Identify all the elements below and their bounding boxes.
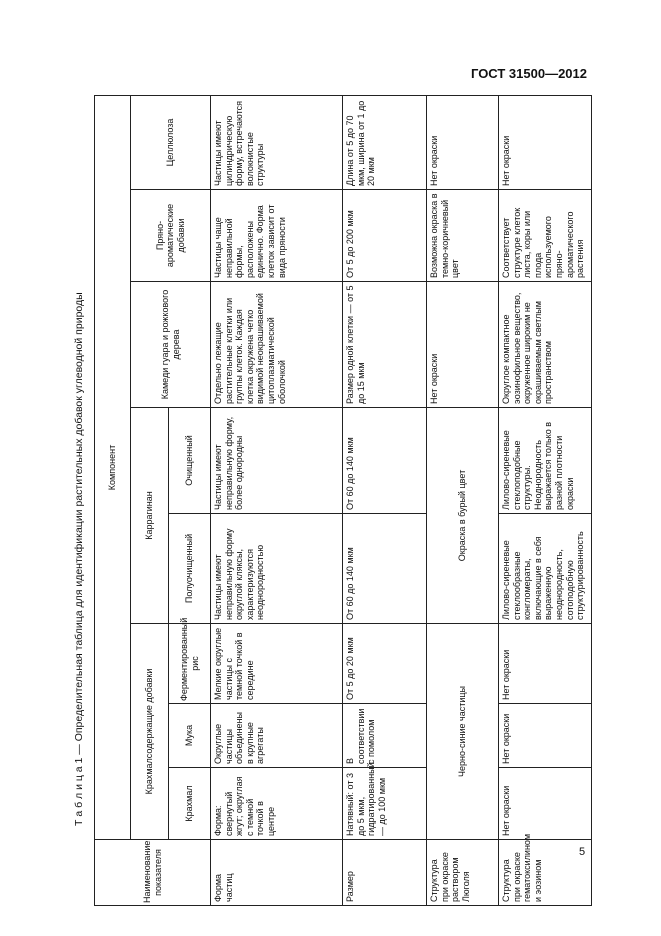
cell-shape-rice: Мелкие округлые частицы с темной точкой в середине: [211, 624, 343, 704]
cell-shape-gums: Отдельно лежащие растительные клетки или группы клеток. Каждая клетка окружена четко видимой неокрашиваемой цитоплазматической оболочкой: [211, 282, 343, 408]
cell-lugol-cellulose: Нет окраски: [427, 95, 499, 189]
cell-hem-semi: Лилово-сиреневые стеклообразные конгломераты, включающие в себя выраженную неоднородность, сотоподобную структурированность: [499, 514, 592, 624]
table-row-size: [343, 95, 427, 905]
col-header-component: Компонент: [95, 95, 131, 839]
page-number: 5: [579, 846, 586, 858]
cell-shape-flour: Округлые частицы объединены в крупные агрегаты: [211, 704, 343, 768]
cell-hem-refined: Лилово-сиреневые стеклоподобные структуры. Неоднородность выражается только в разной плотности окраски: [499, 408, 592, 514]
cell-shape-starch: Форма: свернутый жгут; округлая с темной точкой в центре: [211, 768, 343, 840]
col-header-gums: Камеди гуара и рожкового дерева: [131, 282, 211, 408]
cell-hem-rice: Нет окраски: [499, 624, 592, 704]
table-row-shape: [211, 95, 343, 905]
col-header-cellulose: Целлюлоза: [131, 95, 211, 189]
identification-table: [94, 95, 592, 906]
cell-lugol-gums: Нет окраски: [427, 282, 499, 408]
col-header-carrageenan: Каррагинан: [131, 408, 169, 624]
standard-number: ГОСТ 31500—2012: [471, 66, 587, 81]
cell-size-rice: От 5 до 20 мкм: [343, 624, 427, 704]
cell-size-refined: От 60 до 140 мкм: [343, 408, 427, 514]
cell-size-flour: В соответствии с помолом: [343, 704, 427, 768]
cell-hem-spices: Соответствует структуре клеток листа, коры или плода используемого пряно-ароматического растения: [499, 190, 592, 282]
cell-lugol-spices: Возможна окраска в темно-коричневый цвет: [427, 190, 499, 282]
row-label-hematoxylin: Структура при окраске гематоксилином и эозином: [499, 840, 592, 906]
row-label-size: Размер: [343, 840, 427, 906]
col-header-starch: Крахмал: [169, 768, 211, 840]
cell-hem-gums: Округлое компактное эозинофильное вещество, окруженное широким не окрашиваемым светлым пространством: [499, 282, 592, 408]
table-caption: Т а б л и ц а 1 — Определительная таблица для идентификации растительных добавок углеводной природы: [73, 292, 85, 826]
col-header-starch-group: Крахмалсодержащие добавки: [131, 624, 169, 840]
cell-size-spices: От 5 до 200 мкм: [343, 190, 427, 282]
cell-size-starch: Натявный: от 3 до 5 мкм, гидратированный — до 100 мкм: [343, 768, 427, 840]
header-row-1: [95, 95, 131, 905]
cell-size-cellulose: Длина от 5 до 70 мкм, ширина от 1 до 20 мкм: [343, 95, 427, 189]
col-header-flour: Мука: [169, 704, 211, 768]
row-label-shape: Форма частиц: [211, 840, 343, 906]
cell-size-gums: Размер одной клетки — от 5 до 15 мкм: [343, 282, 427, 408]
col-header-refined: Очищенный: [169, 408, 211, 514]
row-label-lugol: Структура при окраске раствором Люголя: [427, 840, 499, 906]
cell-hem-cellulose: Нет окраски: [499, 95, 592, 189]
cell-hem-starch: Нет окраски: [499, 768, 592, 840]
cell-shape-refined: Частицы имеют неправильную форму, более однородны: [211, 408, 343, 514]
cell-shape-semi: Частицы имеют неправильную форму округлой кляксы, характеризуются неоднородностью: [211, 514, 343, 624]
table-row-hematoxylin: [499, 95, 592, 905]
cell-shape-spices: Частицы чаще неправильной формы, расположены единично. Форма клеток зависит от вида пряности: [211, 190, 343, 282]
table-row-lugol: [427, 95, 499, 905]
cell-hem-flour: Нет окраски: [499, 704, 592, 768]
col-header-rice: Ферментированный рис: [169, 624, 211, 704]
cell-size-semi: От 60 до 140 мкм: [343, 514, 427, 624]
header-row-2: [131, 95, 169, 905]
col-header-semi: Полуочищенный: [169, 514, 211, 624]
col-header-indicator: Наименование показателя: [95, 840, 211, 906]
rotated-table-container: [94, 96, 592, 906]
cell-shape-cellulose: Частицы имеют цилиндрическую форму, встречаются волокнистые структуры: [211, 95, 343, 189]
cell-lugol-carrageenan: Окраска в бурый цвет: [427, 408, 499, 624]
col-header-spices: Пряно-ароматические добавки: [131, 190, 211, 282]
cell-lugol-starch-group: Черно-синие частицы: [427, 624, 499, 840]
